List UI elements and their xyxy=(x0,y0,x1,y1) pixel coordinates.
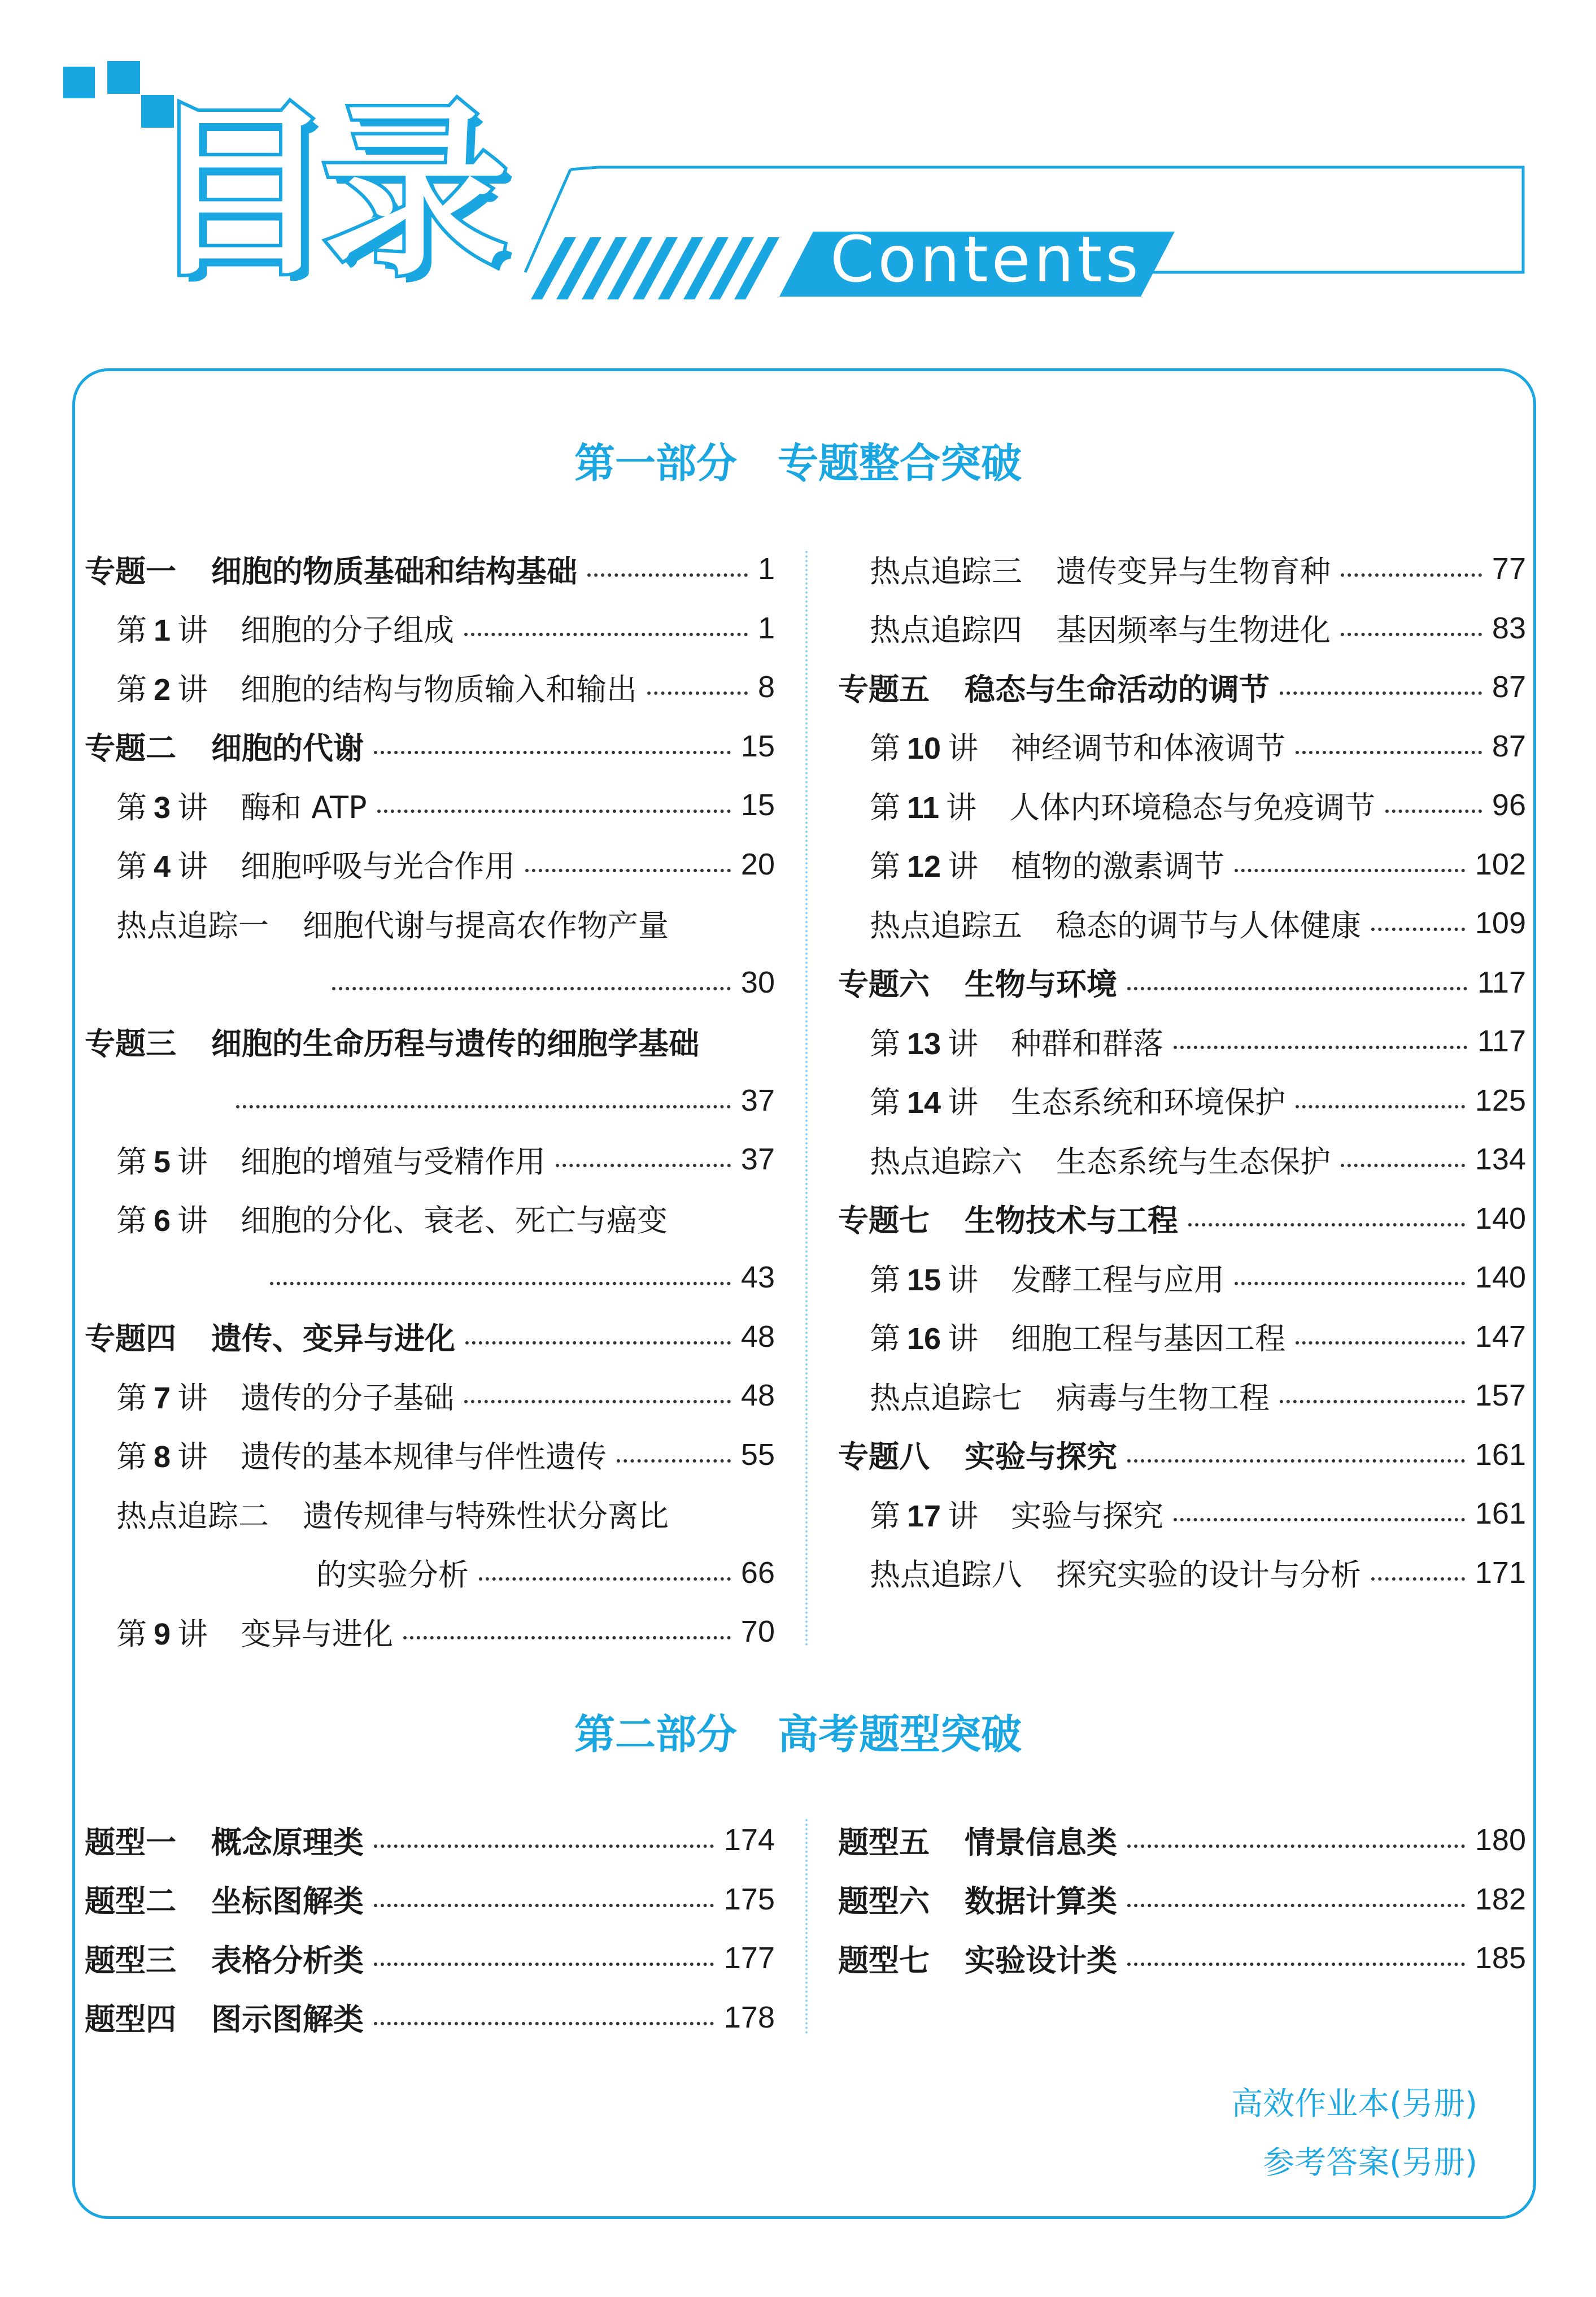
leader-dots xyxy=(1296,1099,1465,1108)
toc-entry[interactable] xyxy=(116,1484,775,1543)
page-number: 48 xyxy=(740,1319,775,1354)
lesson-number: 第 15 讲 xyxy=(870,1261,979,1298)
page-number: 109 xyxy=(1475,906,1526,940)
toc-entry[interactable] xyxy=(870,717,1526,776)
leader-dots xyxy=(1371,1572,1465,1581)
toc-entry[interactable] xyxy=(85,1307,775,1366)
page-number: 1 xyxy=(757,611,775,645)
lesson-number: 第 4 讲 xyxy=(116,849,208,884)
leader-dots xyxy=(1127,1454,1465,1463)
topic-label: 专题五 xyxy=(838,671,930,707)
entry-title: 稳态与生命活动的调节 xyxy=(965,671,1270,707)
page-number: 157 xyxy=(1475,1378,1526,1412)
toc-entry[interactable] xyxy=(870,835,1526,894)
hotspot-label: 热点追踪四 xyxy=(870,612,1022,648)
topic-label: 专题一 xyxy=(85,553,176,589)
toc-entry[interactable] xyxy=(116,599,775,658)
topic-label: 专题三 xyxy=(85,1025,176,1062)
page-number: 55 xyxy=(740,1437,775,1472)
entry-title: 细胞呼吸与光合作用 xyxy=(241,849,516,884)
toc-entry[interactable] xyxy=(870,1012,1526,1071)
hotspot-label: 热点追踪三 xyxy=(870,553,1022,589)
entry-title: 生物与环境 xyxy=(965,967,1117,1002)
entry-title: 实验与探究 xyxy=(1011,1498,1164,1534)
leader-dots xyxy=(236,1099,731,1108)
entry-title: 病毒与生物工程 xyxy=(1056,1380,1270,1416)
leader-dots xyxy=(1296,1335,1465,1345)
entry-title: 植物的激素调节 xyxy=(1011,849,1225,884)
topic-label: 题型六 xyxy=(838,1883,930,1919)
leader-dots xyxy=(403,1630,731,1639)
extra-answer-key: 参考答案(另册) xyxy=(1263,2144,1477,2181)
toc-entry[interactable] xyxy=(85,540,775,598)
topic-label: 题型五 xyxy=(838,1824,930,1860)
leader-dots xyxy=(1371,922,1465,931)
page-number: 171 xyxy=(1475,1555,1526,1590)
topic-label: 专题八 xyxy=(838,1439,930,1474)
page-number: 77 xyxy=(1492,552,1526,586)
topic-label: 专题七 xyxy=(838,1203,930,1238)
leader-dots xyxy=(479,1572,731,1581)
hotspot-label: 热点追踪二 xyxy=(116,1498,269,1534)
lesson-number: 第 1 讲 xyxy=(116,612,208,648)
page-number: 180 xyxy=(1475,1823,1526,1857)
toc-entry[interactable] xyxy=(870,776,1526,834)
toc-entry[interactable] xyxy=(870,1248,1526,1307)
lesson-number: 第 17 讲 xyxy=(870,1498,979,1534)
page-number: 102 xyxy=(1475,847,1526,881)
entry-title: 遗传的基本规律与伴性遗传 xyxy=(241,1439,607,1474)
toc-entry[interactable] xyxy=(870,1307,1526,1366)
topic-label: 题型二 xyxy=(85,1883,176,1919)
lesson-number: 第 9 讲 xyxy=(116,1616,208,1652)
entry-title: 细胞的分化、衰老、死亡与癌变 xyxy=(241,1203,668,1238)
entry-title: 遗传的分子基础 xyxy=(241,1380,455,1416)
part2-title: 第二部分 高考题型突破 xyxy=(574,1710,1022,1758)
toc-entry[interactable] xyxy=(322,953,775,1012)
topic-label: 题型三 xyxy=(85,1942,176,1978)
page-number: 125 xyxy=(1475,1083,1526,1117)
lesson-number: 第 5 讲 xyxy=(116,1143,208,1180)
toc-entry[interactable] xyxy=(116,1425,775,1484)
toc-entry[interactable] xyxy=(116,658,775,716)
entry-title: 种群和群落 xyxy=(1011,1025,1164,1062)
leader-dots xyxy=(1235,1276,1465,1285)
leader-dots xyxy=(525,863,731,872)
page-number: 43 xyxy=(740,1260,775,1294)
topic-label: 专题二 xyxy=(85,730,176,766)
leader-dots xyxy=(374,2016,714,2025)
page-number: 15 xyxy=(740,788,775,822)
lesson-number: 第 11 讲 xyxy=(870,789,977,825)
leader-dots xyxy=(1385,804,1482,813)
page-number: 185 xyxy=(1475,1941,1526,1975)
lesson-number: 第 8 讲 xyxy=(116,1439,208,1474)
toc-entry[interactable] xyxy=(116,1130,775,1189)
toc-entry[interactable] xyxy=(838,953,1526,1012)
page-number: 174 xyxy=(723,1823,775,1857)
leader-dots xyxy=(1127,981,1467,990)
topic-label: 题型四 xyxy=(85,2002,176,2037)
lesson-number: 第 16 讲 xyxy=(870,1321,979,1356)
leader-dots xyxy=(374,745,731,754)
hotspot-label: 热点追踪七 xyxy=(870,1380,1022,1416)
page-number: 161 xyxy=(1475,1496,1526,1530)
entry-title: 实验与探究 xyxy=(965,1439,1117,1474)
toc-entry[interactable] xyxy=(85,1811,775,1869)
hotspot-label: 热点追踪六 xyxy=(870,1143,1022,1180)
entry-title: 酶和 ATP xyxy=(241,789,367,825)
entry-title: 细胞工程与基因工程 xyxy=(1011,1321,1286,1356)
page-number: 83 xyxy=(1492,611,1526,645)
leader-dots xyxy=(1341,1158,1465,1167)
toc-entry[interactable] xyxy=(838,1811,1526,1869)
page-number: 87 xyxy=(1492,670,1526,704)
page-number: 161 xyxy=(1475,1437,1526,1472)
entry-title: 细胞的结构与物质输入和输出 xyxy=(241,671,638,707)
leader-dots xyxy=(1174,1040,1467,1049)
toc-entry[interactable] xyxy=(85,1929,775,1987)
page-number: 134 xyxy=(1475,1142,1526,1176)
page-number: 66 xyxy=(740,1555,775,1590)
entry-title: 细胞代谢与提高农作物产量 xyxy=(303,907,669,943)
entry-title: 生态系统和环境保护 xyxy=(1011,1085,1286,1120)
leader-dots xyxy=(1127,1957,1465,1966)
page-number: 70 xyxy=(740,1615,775,1648)
entry-title: 概念原理类 xyxy=(211,1824,364,1860)
leader-dots xyxy=(617,1454,731,1463)
toc-entry[interactable] xyxy=(116,894,775,952)
part1-title: 第一部分 专题整合突破 xyxy=(574,439,1022,487)
toc-entry[interactable] xyxy=(260,1248,775,1307)
leader-dots xyxy=(270,1276,731,1285)
page-number: 182 xyxy=(1475,1882,1526,1916)
leader-dots xyxy=(374,1898,714,1907)
toc-entry[interactable] xyxy=(870,1130,1526,1189)
toc-entry[interactable] xyxy=(870,1543,1526,1602)
leader-dots xyxy=(1280,1394,1465,1403)
toc-entry[interactable] xyxy=(116,776,775,834)
entry-title: 稳态的调节与人体健康 xyxy=(1056,907,1361,943)
page-number: 48 xyxy=(740,1378,775,1412)
leader-dots xyxy=(464,627,748,636)
entry-title: 的实验分析 xyxy=(316,1557,469,1593)
leader-dots xyxy=(374,1839,714,1848)
lesson-number: 第 12 讲 xyxy=(870,849,979,884)
page-number: 177 xyxy=(723,1941,775,1975)
toc-entry[interactable] xyxy=(870,599,1526,658)
page-number: 147 xyxy=(1475,1319,1526,1354)
toc-entry[interactable] xyxy=(316,1543,775,1602)
part1-column-divider xyxy=(805,551,808,1647)
entry-title: 探究实验的设计与分析 xyxy=(1056,1557,1361,1593)
page-number: 87 xyxy=(1492,729,1526,763)
toc-entry[interactable] xyxy=(870,894,1526,952)
entry-title: 遗传变异与生物育种 xyxy=(1056,553,1331,589)
entry-title: 遗传、变异与进化 xyxy=(211,1321,455,1356)
leader-dots xyxy=(587,568,748,577)
leader-dots xyxy=(1188,1217,1465,1226)
leader-dots xyxy=(1296,745,1482,754)
toc-entry[interactable] xyxy=(116,835,775,894)
entry-title: 神经调节和体液调节 xyxy=(1011,730,1286,766)
leader-dots xyxy=(1127,1839,1465,1848)
topic-label: 题型一 xyxy=(85,1824,176,1860)
page-number: 140 xyxy=(1475,1201,1526,1235)
toc-entry[interactable] xyxy=(838,1929,1526,1987)
page-number: 117 xyxy=(1477,1024,1526,1058)
leader-dots xyxy=(465,1335,731,1345)
toc-entry[interactable] xyxy=(116,1602,775,1661)
toc-entry[interactable] xyxy=(226,1071,775,1130)
entry-title: 发酵工程与应用 xyxy=(1011,1261,1225,1298)
leader-dots xyxy=(332,981,731,990)
leader-dots xyxy=(556,1158,731,1167)
leader-dots xyxy=(1127,1898,1465,1907)
page-number: 30 xyxy=(740,965,775,999)
toc-entry[interactable] xyxy=(870,540,1526,598)
toc-entry[interactable] xyxy=(116,1366,775,1425)
toc-entry[interactable] xyxy=(838,1870,1526,1929)
topic-label: 专题六 xyxy=(838,967,930,1002)
page-number: 140 xyxy=(1475,1260,1526,1294)
entry-title: 图示图解类 xyxy=(211,2002,364,2037)
lesson-number: 第 6 讲 xyxy=(116,1203,208,1238)
entry-title: 数据计算类 xyxy=(965,1883,1117,1919)
toc-entry[interactable] xyxy=(838,1189,1526,1248)
toc-entry[interactable] xyxy=(870,1484,1526,1543)
hotspot-label: 热点追踪八 xyxy=(870,1557,1022,1593)
leader-dots xyxy=(1341,568,1482,577)
hotspot-label: 热点追踪五 xyxy=(870,907,1022,943)
lesson-number: 第 7 讲 xyxy=(116,1380,208,1416)
page-number: 178 xyxy=(723,2000,775,2034)
page-number: 96 xyxy=(1492,788,1526,822)
page-number: 37 xyxy=(740,1142,775,1176)
entry-title: 坐标图解类 xyxy=(211,1883,364,1919)
entry-title: 遗传规律与特殊性状分离比 xyxy=(303,1498,669,1534)
entry-title: 生物技术与工程 xyxy=(965,1203,1178,1238)
extra-homework-book: 高效作业本(另册) xyxy=(1231,2086,1477,2122)
lesson-number: 第 13 讲 xyxy=(870,1025,979,1062)
topic-label: 题型七 xyxy=(838,1942,930,1978)
leader-dots xyxy=(464,1394,731,1403)
page-number: 175 xyxy=(723,1882,775,1916)
topic-label: 专题四 xyxy=(85,1321,176,1356)
lesson-number: 第 3 讲 xyxy=(116,789,208,825)
entry-title: 实验设计类 xyxy=(965,1942,1117,1978)
toc-entry[interactable] xyxy=(870,1366,1526,1425)
page-number: 8 xyxy=(757,670,775,704)
part2-column-divider xyxy=(805,1819,808,2034)
page-number: 37 xyxy=(740,1083,775,1117)
page-title: 目录 xyxy=(147,84,497,301)
toc-entry[interactable] xyxy=(838,658,1526,716)
toc-entry[interactable] xyxy=(85,1012,775,1071)
hotspot-label: 热点追踪一 xyxy=(116,907,269,943)
toc-entry[interactable] xyxy=(85,717,775,776)
toc-entry[interactable] xyxy=(838,1425,1526,1484)
leader-dots xyxy=(374,1957,714,1966)
page-number: 117 xyxy=(1477,965,1526,999)
toc-entry[interactable] xyxy=(116,1189,775,1248)
entry-title: 生态系统与生态保护 xyxy=(1056,1143,1331,1180)
toc-entry[interactable] xyxy=(85,1870,775,1929)
page-number: 20 xyxy=(740,847,775,881)
entry-title: 细胞的代谢 xyxy=(211,730,364,766)
leader-dots xyxy=(1174,1512,1465,1521)
toc-entry[interactable] xyxy=(85,1988,775,2047)
toc-entry[interactable] xyxy=(870,1071,1526,1130)
page-number: 1 xyxy=(757,552,775,586)
lesson-number: 第 14 讲 xyxy=(870,1085,979,1120)
lesson-number: 第 10 讲 xyxy=(870,730,979,766)
leader-dots xyxy=(1235,863,1465,872)
lesson-number: 第 2 讲 xyxy=(116,671,208,707)
page-title-english: Contents xyxy=(830,223,1142,297)
entry-title: 表格分析类 xyxy=(211,1942,364,1978)
entry-title: 细胞的增殖与受精作用 xyxy=(241,1143,546,1180)
entry-title: 人体内环境稳态与免疫调节 xyxy=(1009,789,1376,825)
page-number: 15 xyxy=(740,729,775,763)
entry-title: 变异与进化 xyxy=(241,1616,394,1652)
entry-title: 基因频率与生物进化 xyxy=(1056,612,1331,648)
entry-title: 细胞的物质基础和结构基础 xyxy=(211,553,577,589)
leader-dots xyxy=(377,804,731,813)
entry-title: 情景信息类 xyxy=(965,1824,1117,1860)
leader-dots xyxy=(1341,627,1482,636)
entry-title: 细胞的分子组成 xyxy=(241,612,455,648)
leader-dots xyxy=(647,686,748,695)
leader-dots xyxy=(1280,686,1482,695)
entry-title: 细胞的生命历程与遗传的细胞学基础 xyxy=(211,1025,699,1062)
